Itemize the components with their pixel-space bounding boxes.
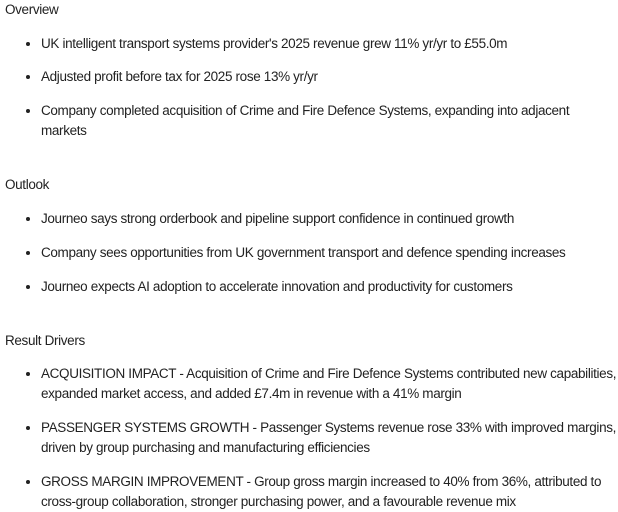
list-item-text: UK intelligent transport systems provider's 2025 revenue grew 11% yr/yr to £55.0m xyxy=(41,36,508,51)
list-item xyxy=(41,101,618,141)
list-item-text: Journeo says strong orderbook and pipeline support confidence in continued growth xyxy=(41,211,514,226)
list-item xyxy=(41,418,618,458)
bullet-icon xyxy=(26,109,30,113)
list-item-text: Company completed acquisition of Crime and Fire Defence Systems, expanding into adjacent markets xyxy=(41,103,570,138)
section-title-outlook: Outlook xyxy=(5,177,50,192)
list-item xyxy=(41,243,618,263)
list-item-text: Company sees opportunities from UK government transport and defence spending increases xyxy=(41,245,566,260)
bullet-icon xyxy=(26,372,30,376)
list-item-text: GROSS MARGIN IMPROVEMENT - Group gross margin increased to 40% from 36%, attributed to cross-group collaboration, stronger purchasing power, and a favourable revenue mix xyxy=(41,474,602,509)
list-item-text: Journeo expects AI adoption to accelerate innovation and productivity for customers xyxy=(41,279,513,294)
bullet-icon xyxy=(26,426,30,430)
bullet-icon xyxy=(26,480,30,484)
list-item-text: ACQUISITION IMPACT - Acquisition of Crime and Fire Defence Systems contributed new capabilities, expanded market access, and added £7.4m in revenue with a 41% margin xyxy=(41,366,617,401)
list-item-text: PASSENGER SYSTEMS GROWTH - Passenger Systems revenue rose 33% with improved margins, driven by group purchasing and manufacturing efficiencies xyxy=(41,420,617,455)
bullet-icon xyxy=(26,285,30,289)
list-item xyxy=(41,34,618,54)
list-item xyxy=(41,209,618,229)
list-item-text: Adjusted profit before tax for 2025 rose 13% yr/yr xyxy=(41,69,318,84)
list-item xyxy=(41,472,618,512)
list-item xyxy=(41,277,618,297)
section-title-result-drivers: Result Drivers xyxy=(5,333,85,348)
bullet-icon xyxy=(26,251,30,255)
bullet-icon xyxy=(26,42,30,46)
bullet-icon xyxy=(26,217,30,221)
list-item xyxy=(41,364,618,404)
bullet-icon xyxy=(26,75,30,79)
section-title-overview: Overview xyxy=(5,2,59,17)
list-item xyxy=(41,67,618,87)
